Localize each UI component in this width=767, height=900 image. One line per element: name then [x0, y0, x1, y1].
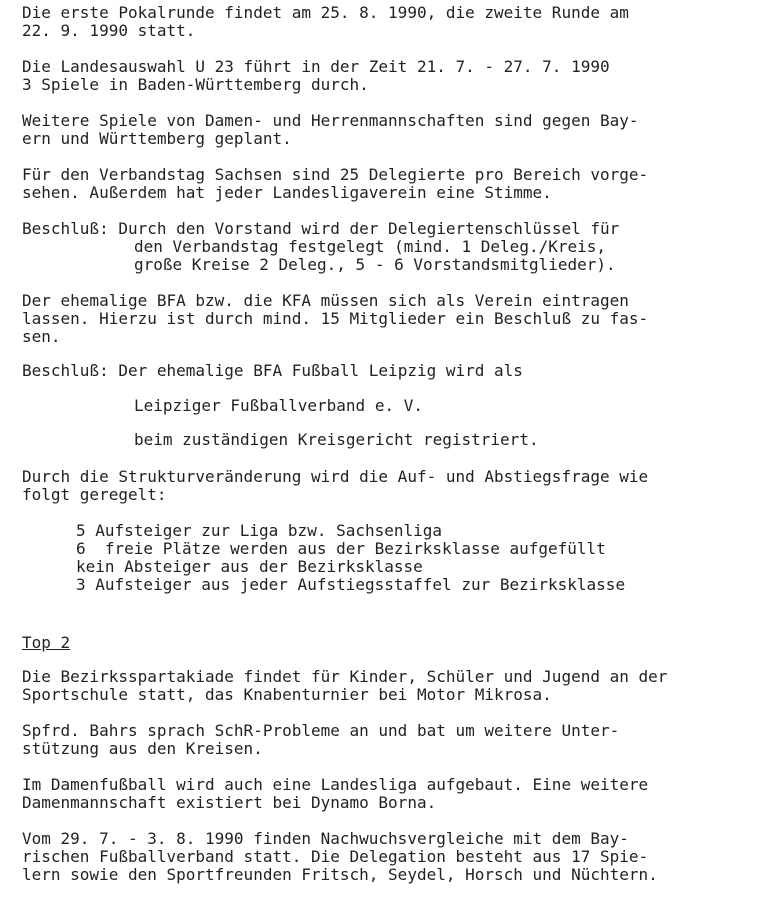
section-heading-top2: [22, 634, 70, 652]
text-line: 3 Spiele in Baden-Württemberg durch.: [22, 75, 369, 94]
text-line: Durch den Vorstand wird der Delegiertenschlüssel für: [108, 219, 620, 238]
text-line: Die Bezirksspartakiade findet für Kinder, Schüler und Jugend an der: [22, 667, 668, 686]
paragraph-bfa-kfa: [22, 292, 648, 346]
text-line: 22. 9. 1990 statt.: [22, 21, 196, 40]
text-line: rischen Fußballverband statt. Die Delegation besteht aus 17 Spie-: [22, 847, 649, 866]
text-line: Im Damenfußball wird auch eine Landesliga aufgebaut. Eine weitere: [22, 775, 649, 794]
paragraph-damenfussball: [22, 776, 648, 812]
text-line: den Verbandstag festgelegt (mind. 1 Deleg./Kreis,: [134, 237, 607, 256]
list-item: kein Absteiger aus der Bezirksklasse: [76, 557, 423, 576]
section-heading: Top 2: [22, 633, 71, 652]
resolution-first-line: [22, 362, 539, 380]
text-line: sen.: [22, 327, 61, 346]
resolution-delegates: [22, 220, 619, 274]
text-line: Vom 29. 7. - 3. 8. 1990 finden Nachwuchsvergleiche mit dem Bay-: [22, 829, 629, 848]
paragraph-landesauswahl: [22, 58, 610, 94]
resolution-label: Beschluß:: [22, 361, 109, 380]
text-line: Spfrd. Bahrs sprach SchR-Probleme an und bat um weitere Unter-: [22, 721, 620, 740]
paragraph-schr-probleme: [22, 722, 619, 758]
text-line: lern sowie den Sportfreunden Fritsch, Seydel, Horsch und Nüchtern.: [22, 865, 658, 884]
text-line: folgt geregelt:: [22, 485, 167, 504]
text-line: Der ehemalige BFA bzw. die KFA müssen sich als Verein eintragen: [22, 291, 629, 310]
text-line: Der ehemalige BFA Fußball Leipzig wird als: [108, 361, 523, 380]
text-line: große Kreise 2 Deleg., 5 - 6 Vorstandsmitglieder).: [134, 255, 616, 274]
text-line: Leipziger Fußballverband e. V.: [134, 396, 423, 415]
text-line: ern und Württemberg geplant.: [22, 129, 292, 148]
text-line: Die erste Pokalrunde findet am 25. 8. 1990, die zweite Runde am: [22, 3, 629, 22]
paragraph-weitere-spiele: [22, 112, 639, 148]
text-line: Sportschule statt, das Knabenturnier bei Motor Mikrosa.: [22, 685, 552, 704]
text-line: beim zuständigen Kreisgericht registriert.: [134, 430, 539, 449]
paragraph-nachwuchsvergleiche: [22, 830, 658, 884]
list-item: 5 Aufsteiger zur Liga bzw. Sachsenliga: [76, 521, 443, 540]
text-line: lassen. Hierzu ist durch mind. 15 Mitglieder ein Beschluß zu fas-: [22, 309, 649, 328]
resolution-label: Beschluß:: [22, 219, 109, 238]
text-line: Weitere Spiele von Damen- und Herrenmannschaften sind gegen Bay-: [22, 111, 639, 130]
paragraph-pokalrunde: [22, 4, 629, 40]
text-line: Für den Verbandstag Sachsen sind 25 Delegierte pro Bereich vorge-: [22, 165, 649, 184]
paragraph-verbandstag: [22, 166, 648, 202]
list-item: 3 Aufsteiger aus jeder Aufstiegsstaffel zur Bezirksklasse: [76, 575, 626, 594]
text-line: Durch die Strukturveränderung wird die Auf- und Abstiegsfrage wie: [22, 467, 649, 486]
list-item: 6 freie Plätze werden aus der Bezirksklasse aufgefüllt: [76, 539, 606, 558]
resolution-registration: [22, 362, 539, 449]
paragraph-strukturveraenderung: [22, 468, 648, 504]
text-line: stützung aus den Kreisen.: [22, 739, 263, 758]
text-line: Damenmannschaft existiert bei Dynamo Borna.: [22, 793, 437, 812]
resolution-first-line: [22, 220, 619, 238]
text-line: sehen. Außerdem hat jeder Landesligaverein eine Stimme.: [22, 183, 552, 202]
paragraph-spartakiade: [22, 668, 667, 704]
text-line: Die Landesauswahl U 23 führt in der Zeit 21. 7. - 27. 7. 1990: [22, 57, 610, 76]
list-auf-abstieg: [22, 522, 625, 594]
